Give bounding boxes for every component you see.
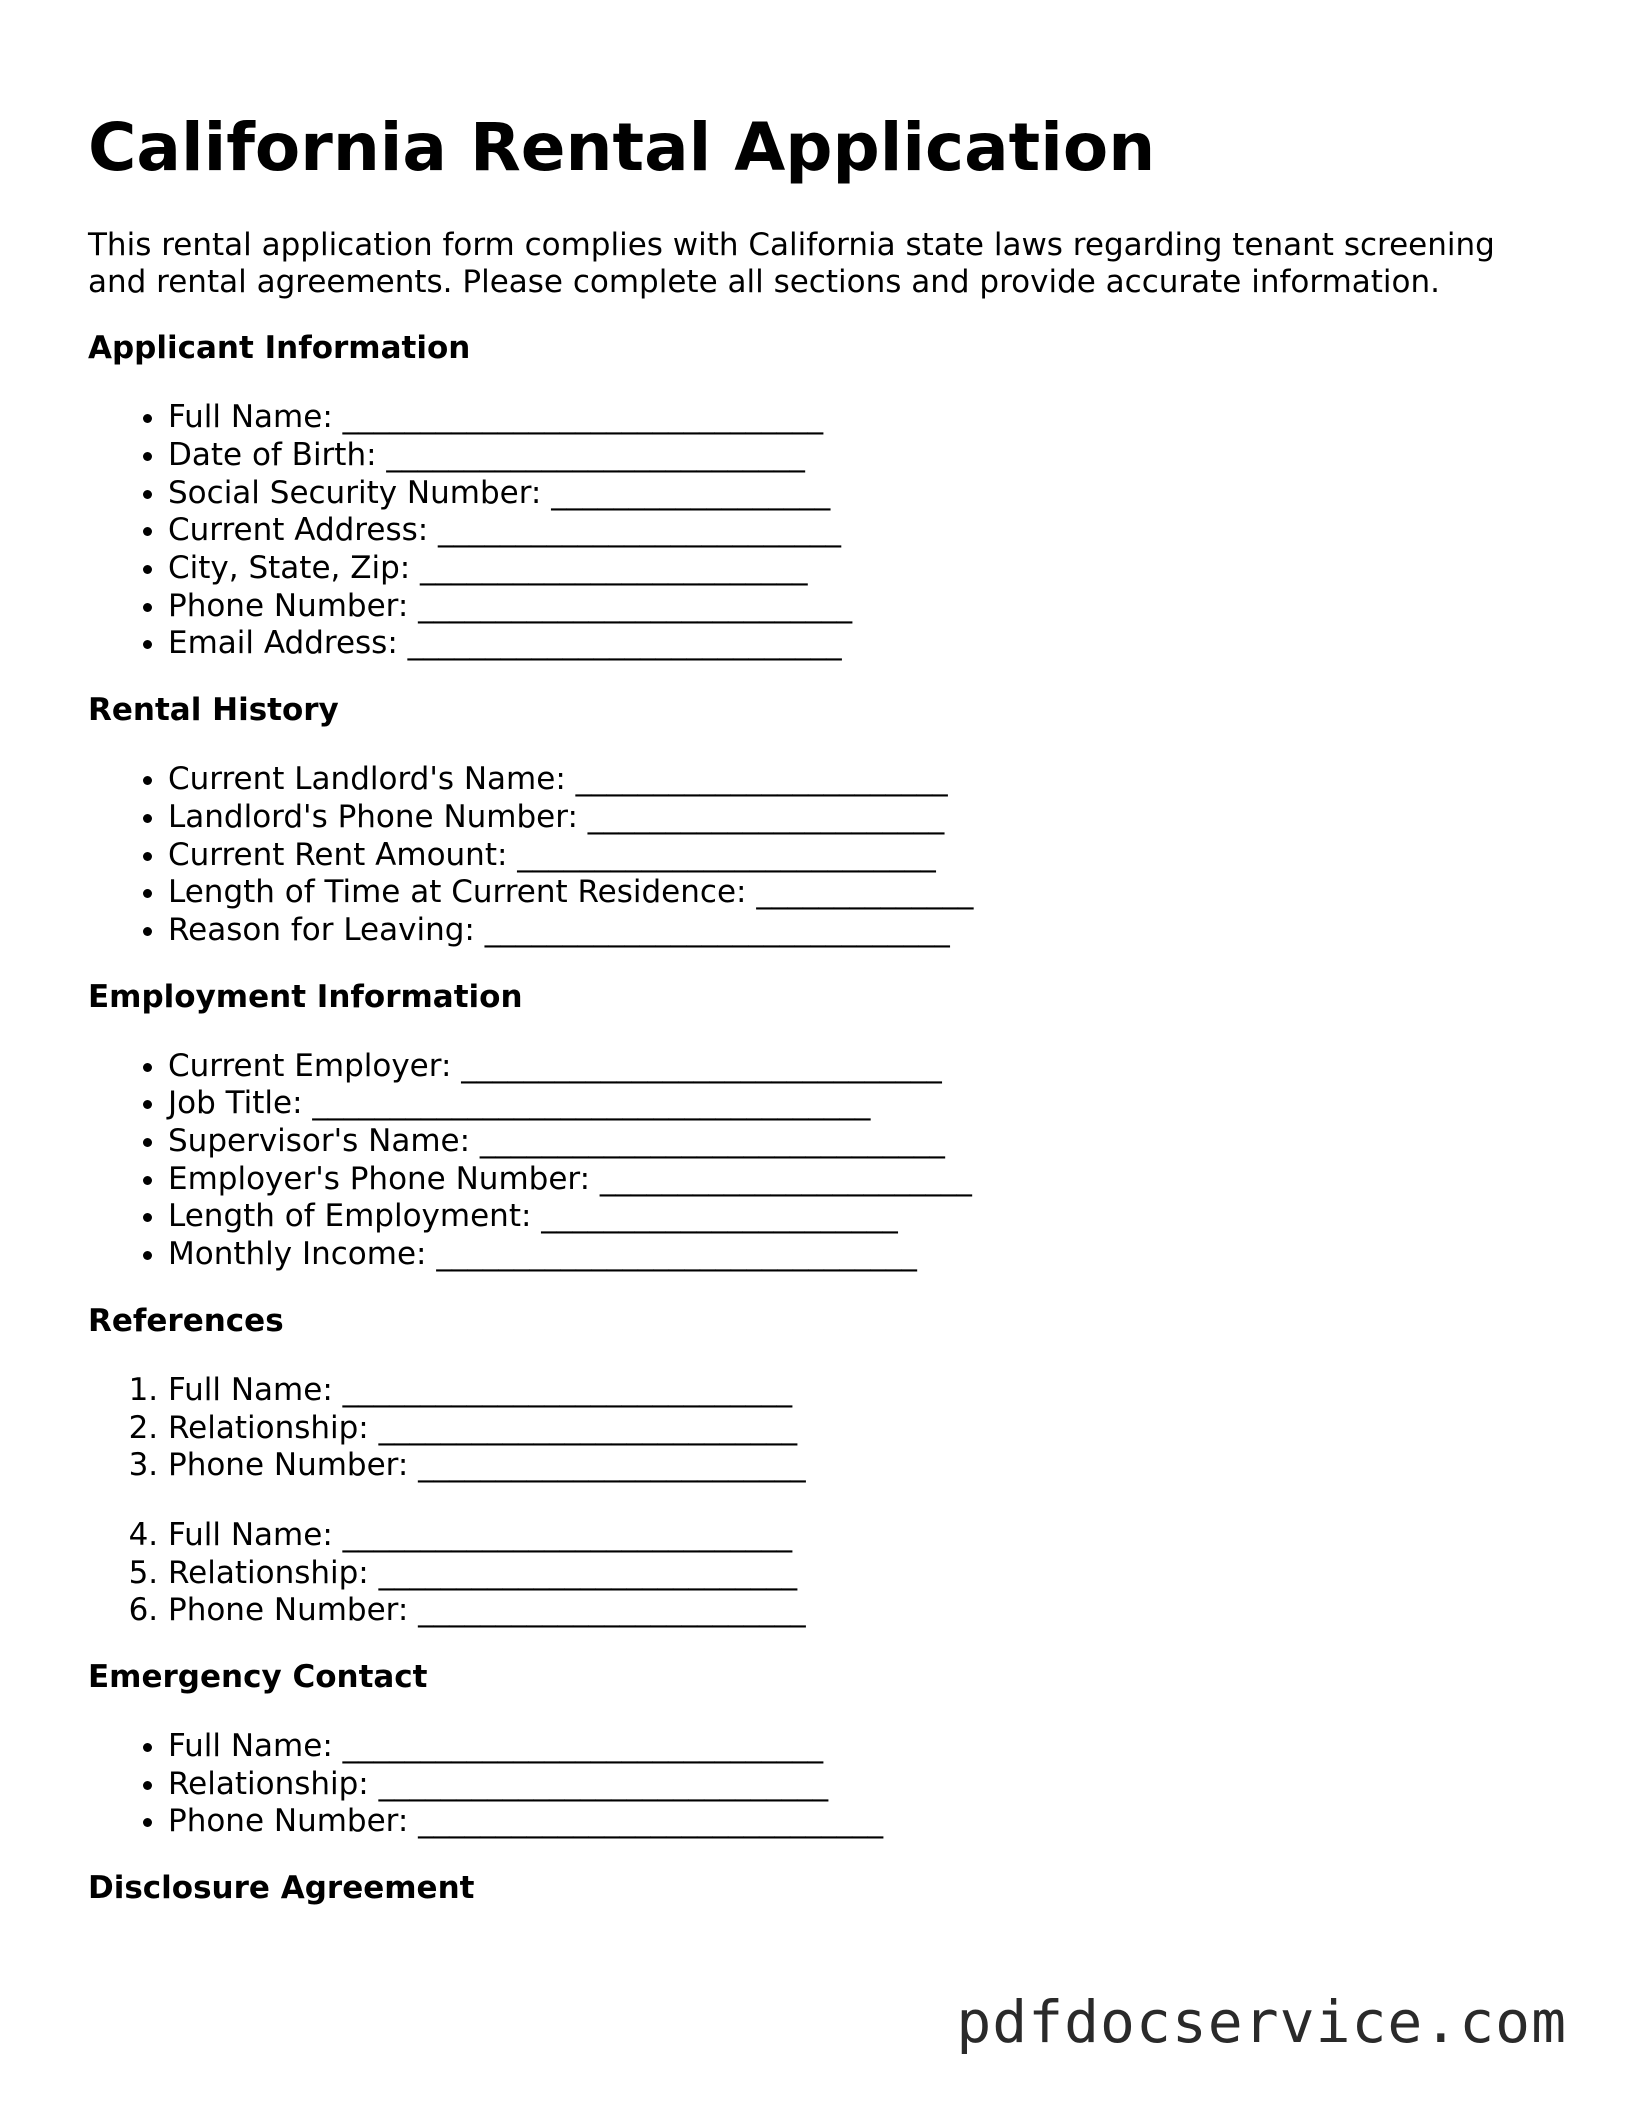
employment-list [88, 1048, 1548, 1274]
list-item: • Full Name: _______________________________ [168, 399, 1548, 437]
list-item: 1. Full Name: _____________________________ [168, 1372, 1548, 1410]
emergency-list [88, 1728, 1548, 1841]
list-item: 2. Relationship: ___________________________ [168, 1410, 1548, 1448]
document-page [88, 100, 1548, 1907]
list-item: • Reason for Leaving: ______________________________ [168, 912, 1548, 950]
list-item: • Full Name: _______________________________ [168, 1728, 1548, 1766]
list-item: • Phone Number: ______________________________ [168, 1803, 1548, 1841]
list-item: • Phone Number: ____________________________ [168, 588, 1548, 626]
list-item: • Email Address: ____________________________ [168, 625, 1548, 663]
watermark: pdfdocservice.com [956, 1988, 1567, 2056]
references-list-a [88, 1372, 1548, 1485]
list-item: • Current Landlord's Name: ________________________ [168, 761, 1548, 799]
list-item: • Landlord's Phone Number: _______________________ [168, 799, 1548, 837]
rental-history-list [88, 761, 1548, 950]
list-item: • City, State, Zip: _________________________ [168, 550, 1548, 588]
page-title: California Rental Application [88, 109, 1156, 186]
applicant-list [88, 399, 1548, 663]
list-item: • Current Address: __________________________ [168, 512, 1548, 550]
list-item: • Current Rent Amount: ___________________________ [168, 837, 1548, 875]
list-item: • Length of Employment: _______________________ [168, 1198, 1548, 1236]
list-item: 6. Phone Number: _________________________ [168, 1592, 1548, 1630]
list-item: • Supervisor's Name: ______________________________ [168, 1123, 1548, 1161]
list-item: • Current Employer: _______________________________ [168, 1048, 1548, 1086]
list-item: 5. Relationship: ___________________________ [168, 1555, 1548, 1593]
section-heading-rental-history: Rental History [88, 692, 339, 729]
section-heading-emergency: Emergency Contact [88, 1659, 428, 1696]
list-item: • Employer's Phone Number: ________________________ [168, 1161, 1548, 1199]
section-heading-disclosure: Disclosure Agreement [88, 1870, 475, 1907]
intro-paragraph: This rental application form complies with California state laws regarding tenant screening and rental agreements. Please complete all sections and provide accurate information. [88, 227, 1495, 301]
list-item: • Social Security Number: __________________ [168, 475, 1548, 513]
list-item: • Relationship: _____________________________ [168, 1766, 1548, 1804]
list-item: • Monthly Income: _______________________________ [168, 1236, 1548, 1274]
list-item: • Length of Time at Current Residence: ______________ [168, 874, 1548, 912]
section-heading-applicant: Applicant Information [88, 330, 471, 367]
list-item: 4. Full Name: _____________________________ [168, 1517, 1548, 1555]
references-list-b [88, 1517, 1548, 1630]
list-item: • Job Title: ____________________________________ [168, 1085, 1548, 1123]
list-item: 3. Phone Number: _________________________ [168, 1447, 1548, 1485]
section-heading-references: References [88, 1302, 284, 1339]
section-heading-employment: Employment Information [88, 978, 523, 1015]
list-item: • Date of Birth: ___________________________ [168, 437, 1548, 475]
